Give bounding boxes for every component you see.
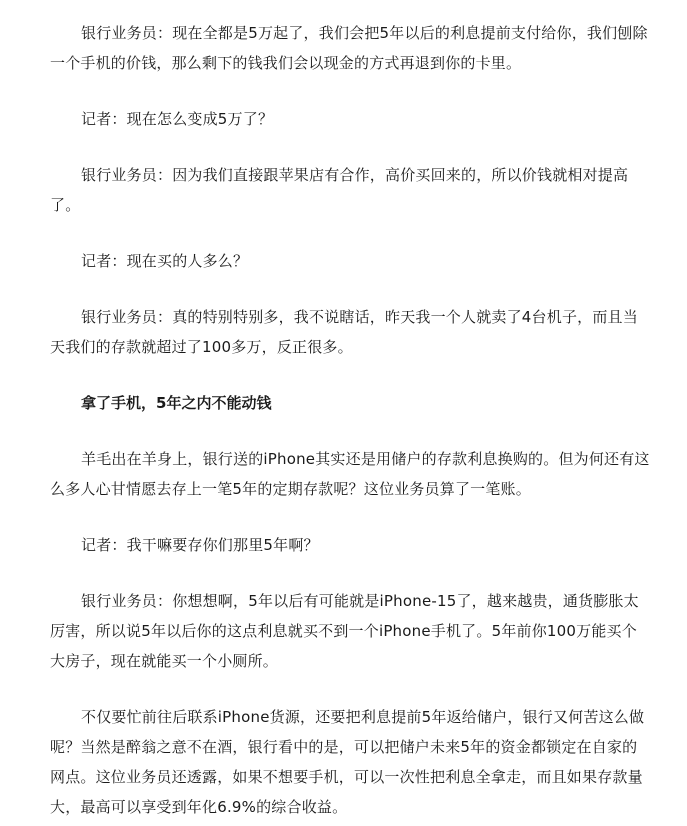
paragraph-2: 记者：现在怎么变成5万了？ [81, 110, 274, 128]
article-body [50, 18, 650, 822]
paragraph-7: 记者：我干嘛要存你们那里5年啊？ [81, 536, 319, 554]
paragraph-4: 记者：现在买的人多么？ [81, 252, 249, 270]
section-heading: 拿了手机，5年之内不能动钱 [81, 394, 272, 412]
paragraph-8: 银行业务员：你想想啊，5年以后有可能就是iPhone-15了，越来越贵，通货膨胀太厉害，所以说5年以后你的这点利息就买不到一个iPhone手机了。5年前你100万能买个大房子，现在就能买一个小厕所。 [50, 592, 639, 670]
paragraph-5: 银行业务员：真的特别特别多，我不说瞎话，昨天我一个人就卖了4台机子，而且当天我们的存款就超过了100多万，反正很多。 [50, 308, 638, 356]
paragraph-9: 不仅要忙前往后联系iPhone货源，还要把利息提前5年返给储户，银行又何苦这么做呢？当然是醉翁之意不在酒，银行看中的是，可以把储户未来5年的资金都锁定在自家的网点。这位业务员还透露，如果不想要手机，可以一次性把利息全拿走，而且如果存款量大，最高可以享受到年化6.9%的综合收益。 [50, 708, 645, 816]
paragraph-6: 羊毛出在羊身上，银行送的iPhone其实还是用储户的存款利息换购的。但为何还有这么多人心甘情愿去存上一笔5年的定期存款呢？这位业务员算了一笔账。 [50, 450, 650, 498]
paragraph-1: 银行业务员：现在全都是5万起了，我们会把5年以后的利息提前支付给你，我们刨除一个手机的价钱，那么剩下的钱我们会以现金的方式再退到你的卡里。 [50, 24, 648, 72]
paragraph-3: 银行业务员：因为我们直接跟苹果店有合作，高价买回来的，所以价钱就相对提高了。 [50, 166, 629, 214]
